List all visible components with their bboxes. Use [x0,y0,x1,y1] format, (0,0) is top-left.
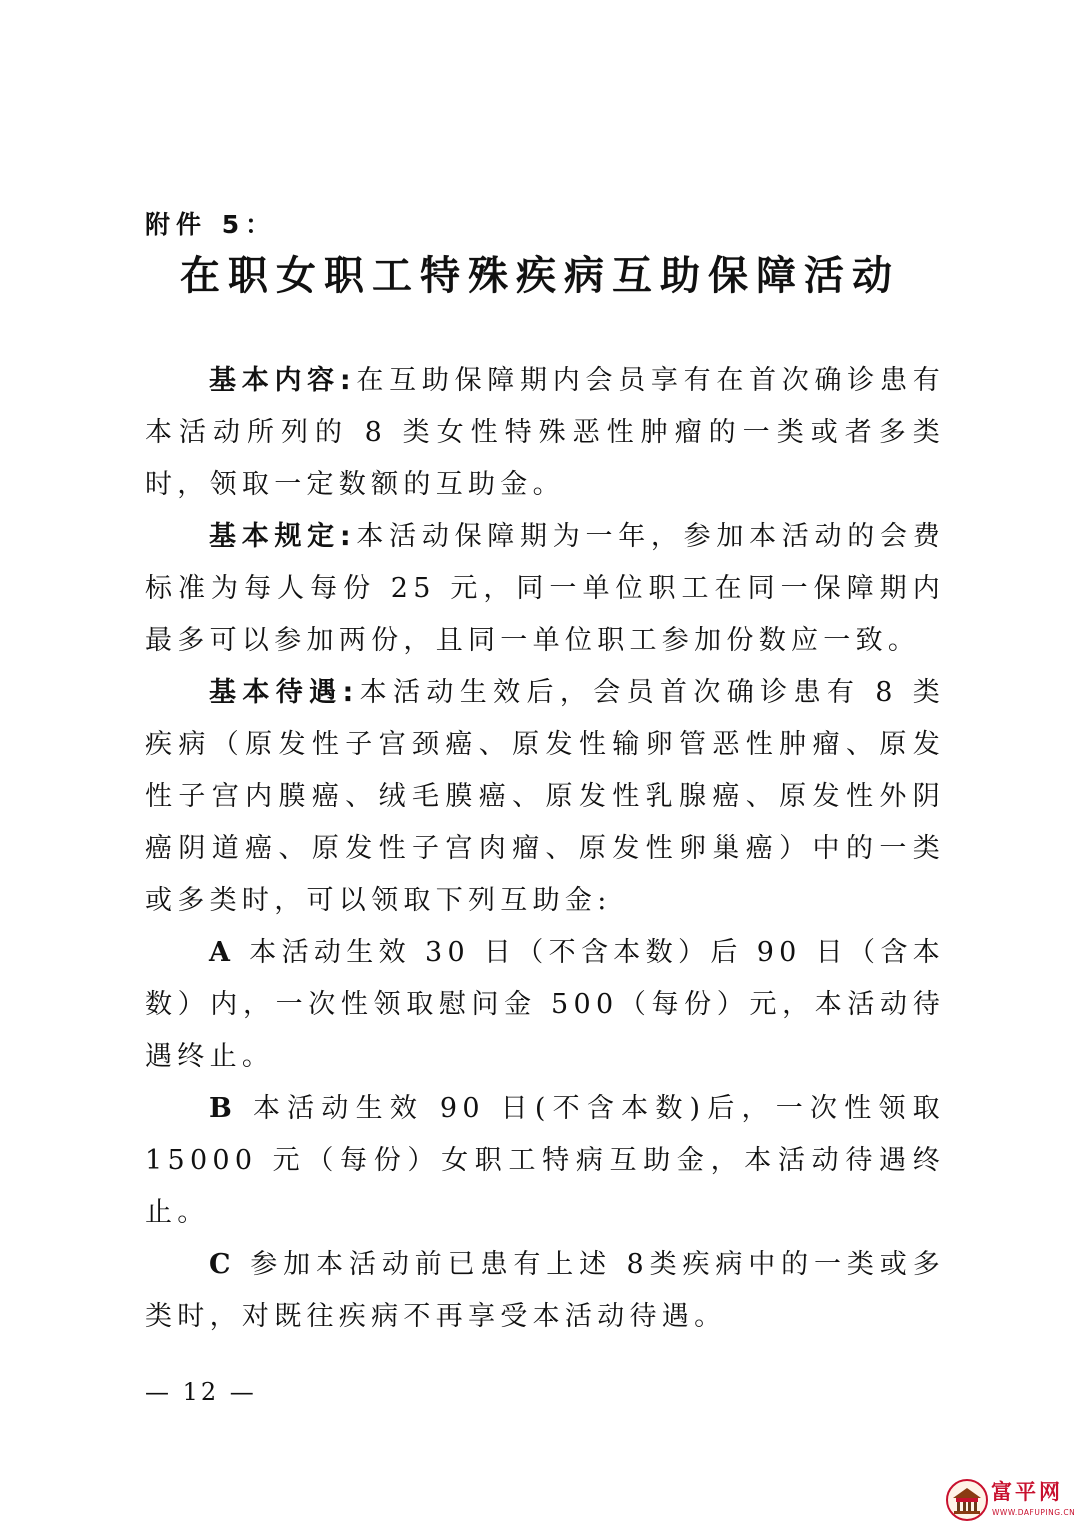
basic-content-heading: 基本内容: [209,365,356,396]
paragraph-basic-content [145,355,945,511]
item-b-text: 本活动生效 90 日(不含本数)后，一次性领取 15000 元（每份）女职工特病互助金，本活动待遇终止。 [145,1093,945,1228]
document-title: 在职女职工特殊疾病互助保障活动 [180,252,900,299]
document-body [145,355,945,1343]
paragraph-item-b [145,1083,945,1239]
item-c-marker: C [209,1249,236,1280]
item-c-text: 参加本活动前已患有上述 8类疾病中的一类或多类时，对既往疾病不再享受本活动待遇。 [145,1249,945,1332]
paragraph-basic-benefits [145,667,945,927]
site-watermark [945,1478,1075,1524]
basic-content-text: 在互助保障期内会员享有在首次确诊患有本活动所列的 8 类女性特殊恶性肿瘤的一类或者多类时，领取一定数额的互助金。 [145,365,945,500]
building-emblem-icon [945,1478,989,1522]
watermark-site-name: 富平网 [991,1480,1063,1504]
basic-benefits-text: 本活动生效后，会员首次确诊患有 8 类疾病（原发性子宫颈癌、原发性输卵管恶性肿瘤、原发性子宫内膜癌、绒毛膜癌、原发性乳腺癌、原发性外阴癌阴道癌、原发性子宫肉瘤、原发性卵巢癌）中的一类或多类时，可以领取下列互助金: [145,677,945,916]
item-a-marker: A [209,937,236,968]
watermark-site-url: WWW.DAFUPING.CN [992,1508,1076,1517]
paragraph-basic-rules [145,511,945,667]
basic-rules-heading: 基本规定: [209,521,356,552]
paragraph-item-c [145,1239,945,1343]
page-number: — 12 — [145,1378,257,1406]
item-b-marker: B [209,1093,238,1124]
attachment-label: 附件 5： [145,210,277,239]
basic-benefits-heading: 基本待遇: [209,677,359,708]
basic-rules-text: 本活动保障期为一年，参加本活动的会费标准为每人每份 25 元，同一单位职工在同一保障期内最多可以参加两份，且同一单位职工参加份数应一致。 [145,521,945,656]
paragraph-item-a [145,927,945,1083]
item-a-text: 本活动生效 30 日（不含本数）后 90 日（含本数）内，一次性领取慰问金 500（每份）元，本活动待遇终止。 [145,937,945,1072]
